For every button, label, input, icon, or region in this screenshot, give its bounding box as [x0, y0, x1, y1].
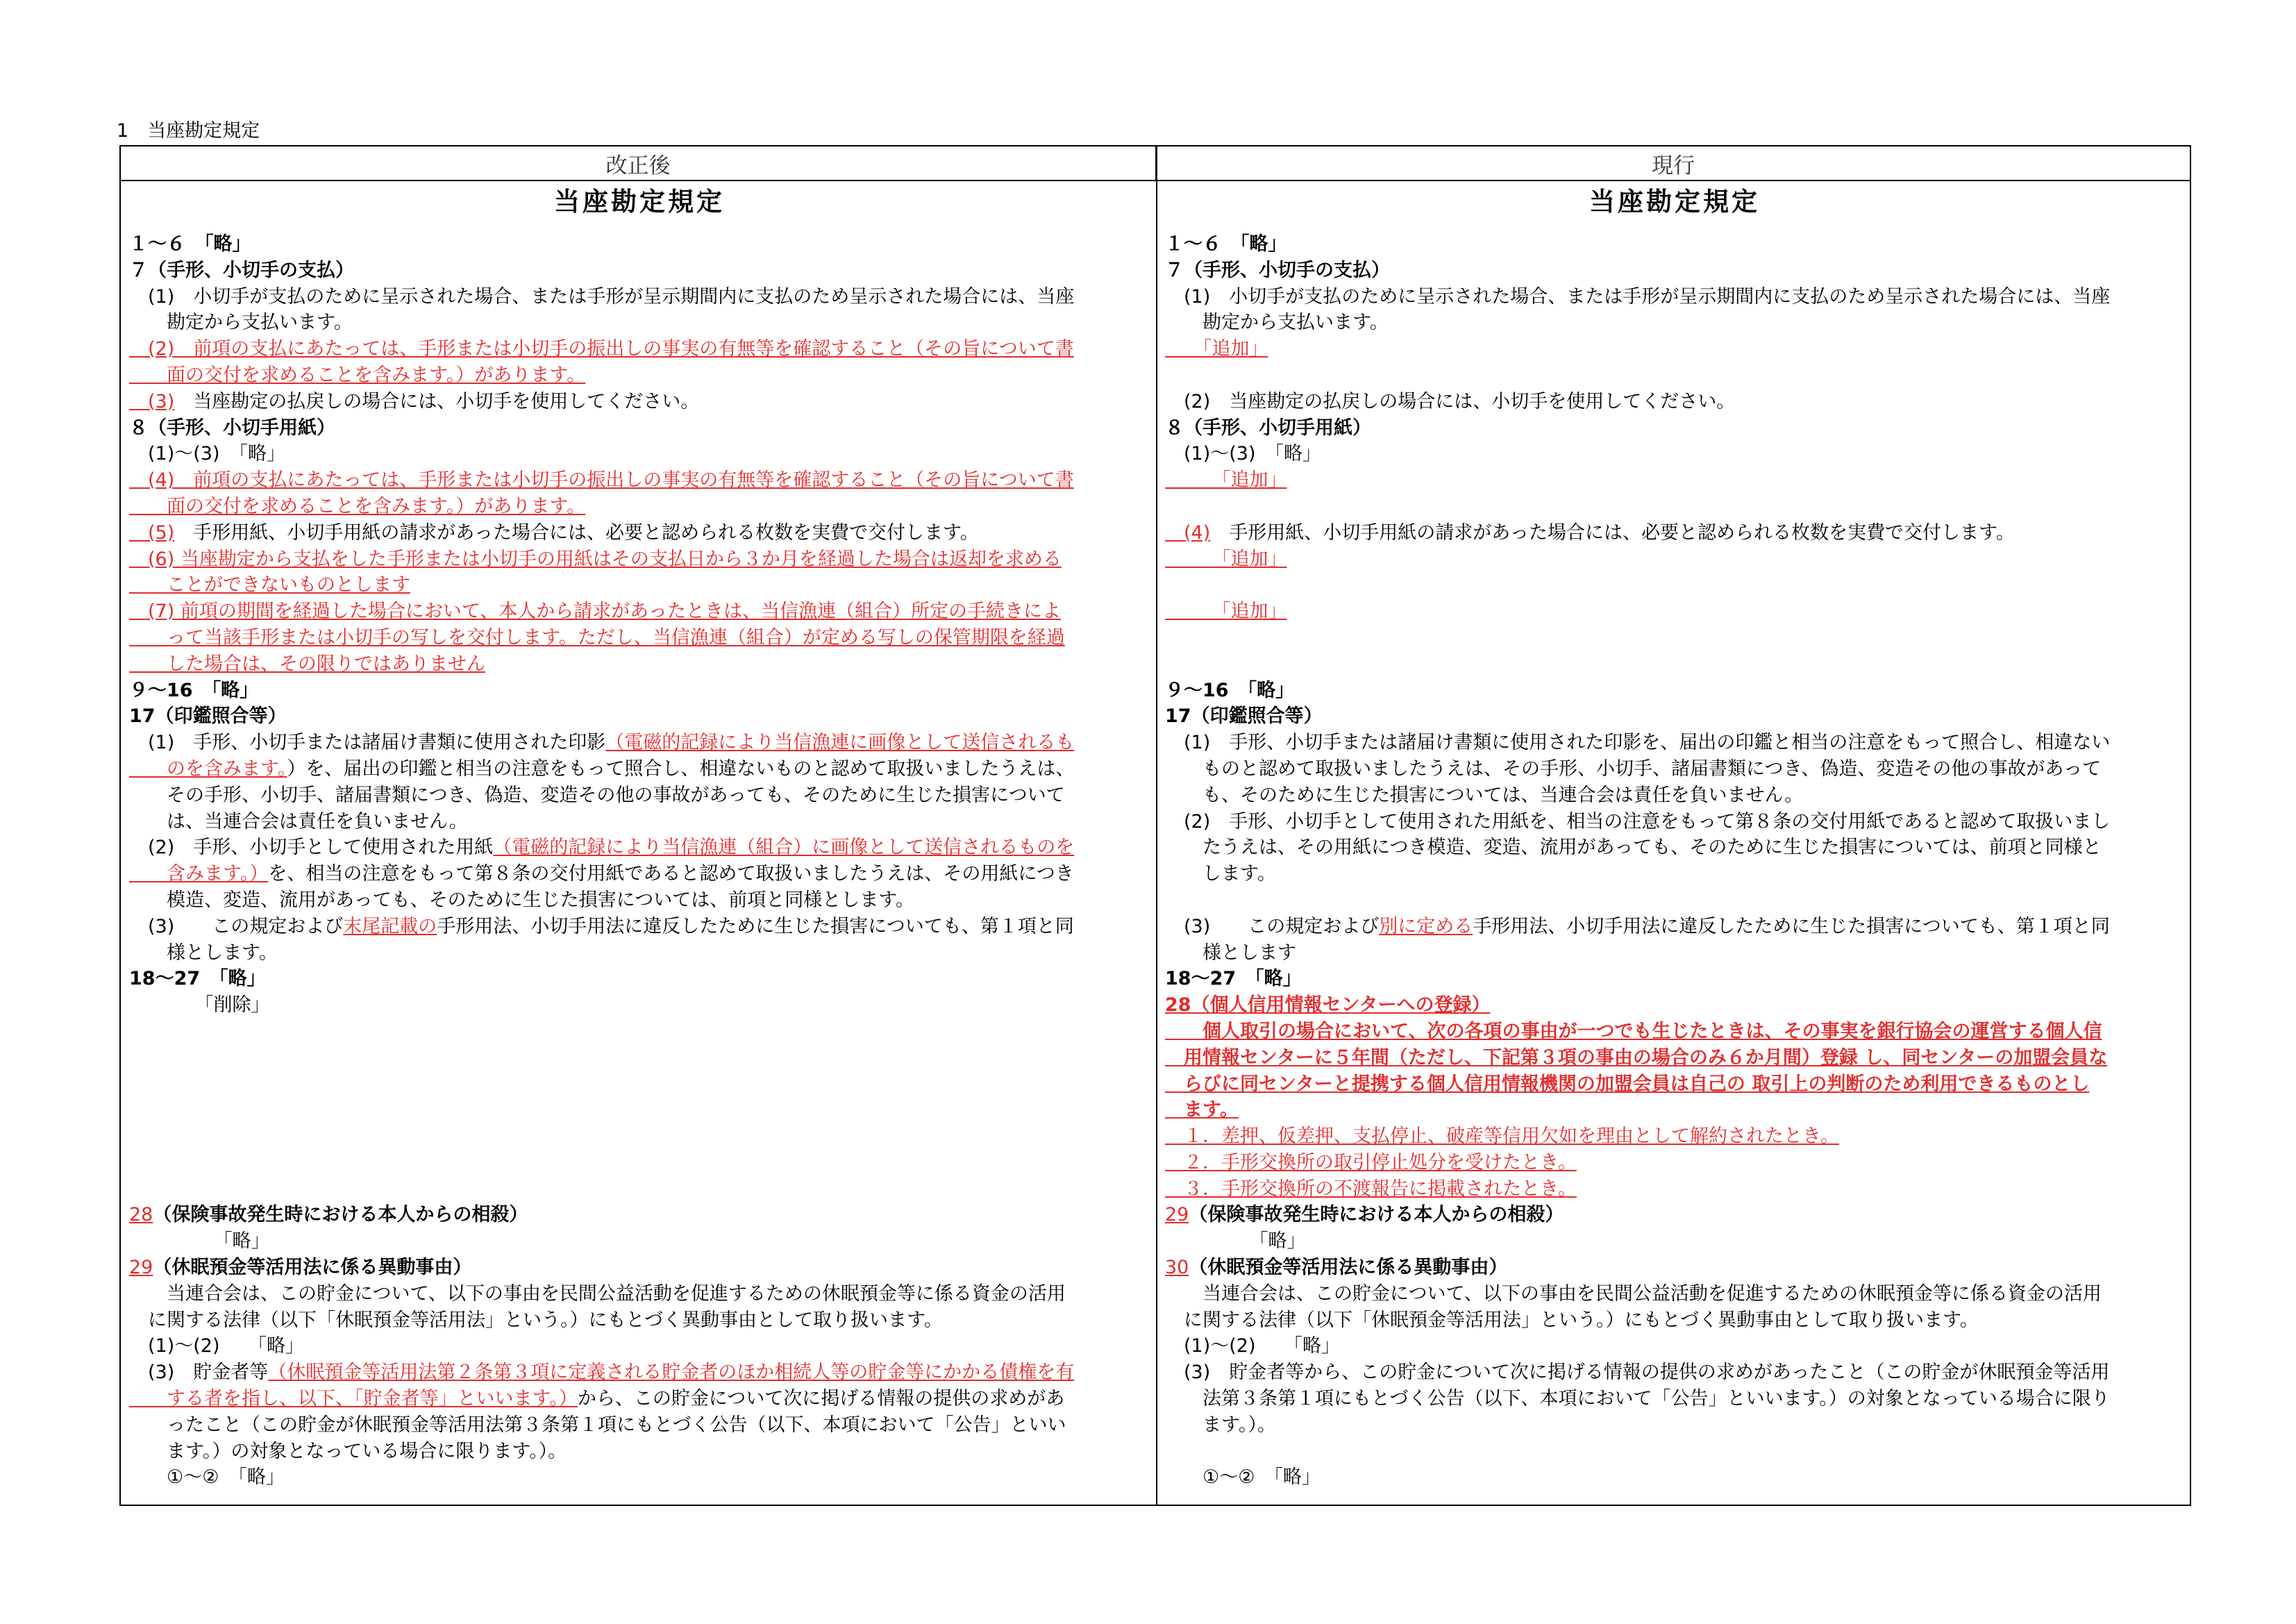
- amended-text: 30: [1165, 1257, 1189, 1279]
- line-text: 模造、変造、流用があっても、そのために生じた損害については、前項と同様とします。: [129, 889, 915, 911]
- line-text: に関する法律（以下「休眠預金等活用法」という。）にもとづく異動事由として取り扱います。: [1165, 1309, 1979, 1331]
- line-text: 様とします: [1165, 941, 1296, 964]
- revised-doc-title: 当座勘定規定: [554, 187, 725, 217]
- current-lines: [1165, 231, 2184, 1491]
- line-text: 18～27 「略」: [1165, 968, 1302, 990]
- column-divider: [1156, 147, 1157, 1505]
- text-line: [129, 756, 1150, 782]
- amended-text: (5): [129, 521, 175, 544]
- text-line: [129, 1255, 1150, 1281]
- text-line: [1165, 284, 2184, 310]
- text-line: [129, 966, 1150, 992]
- line-text: ったこと（この貯金が休眠預金等活用法第３条第１項にもとづく公告（以下、本項において「公告」といい: [129, 1414, 1066, 1436]
- line-text: 「略」: [1165, 1230, 1306, 1253]
- text-line: [1165, 835, 2184, 861]
- text-line: [1165, 336, 2184, 362]
- amended-text: ２．手形交換所の取引停止処分を受けたとき。: [1165, 1151, 1577, 1173]
- line-text: を、相当の注意をもって第８条の交付用紙であると認めて取扱いましたうえは、その用紙につき: [268, 863, 1074, 885]
- comparison-table: [119, 145, 2191, 1506]
- amended-text: 末尾記載の: [343, 915, 437, 937]
- amended-text: １．差押、仮差押、支払停止、破産等信用欠如を理由として解約されたとき。: [1165, 1125, 1839, 1148]
- line-text: ９～16 「略」: [1165, 679, 1295, 701]
- text-line: [129, 1150, 1150, 1176]
- amended-text: (6) 当座勘定から支払をした手形または小切手の用紙はその支払日から３か月を経過した場合は返却を求める: [129, 548, 1062, 570]
- text-line: [129, 336, 1150, 362]
- text-line: [129, 1019, 1150, 1045]
- text-line: [1165, 258, 2184, 284]
- amended-text: らびに同センターと提携する個人信用情報機関の加盟会員は自己の 取引上の判断のため利用できるものとし: [1165, 1073, 2090, 1095]
- text-line: [1165, 1255, 2184, 1281]
- line-text: （休眠預金等活用法に係る異動事由）: [153, 1257, 472, 1279]
- line-text: ①～② 「略」: [1165, 1466, 1321, 1489]
- line-text: 「削除」: [129, 994, 270, 1016]
- text-line: [1165, 756, 2184, 782]
- line-text: (1)～(2) 「略」: [129, 1335, 304, 1357]
- text-line: [129, 1439, 1150, 1465]
- line-text: (1)～(3) 「略」: [129, 443, 285, 465]
- line-text: 勘定から支払います。: [129, 312, 353, 334]
- text-line: [129, 678, 1150, 704]
- line-text: 手形用法、小切手用法に違反したために生じた損害についても、第１項と同: [1473, 915, 2110, 937]
- text-line: [1165, 992, 2184, 1019]
- line-text: ①～② 「略」: [129, 1466, 285, 1489]
- text-line: [1165, 1307, 2184, 1334]
- text-line: [129, 703, 1150, 730]
- line-text: 18～27 「略」: [129, 968, 266, 990]
- amended-text: 面の交付を求めることを含みます。）があります。: [129, 495, 586, 517]
- amended-text: (7) 前項の期間を経過した場合において、本人から請求があったときは、当信漁連（組合）所定の手続きによ: [129, 601, 1062, 623]
- amended-text: 28: [129, 1204, 153, 1226]
- text-line: [129, 887, 1150, 914]
- line-text: (2) 当座勘定の払戻しの場合には、小切手を使用してください。: [1165, 390, 1736, 412]
- text-line: [1165, 415, 2184, 442]
- text-line: [1165, 1412, 2184, 1439]
- amended-text: ことができないものとします: [129, 574, 410, 596]
- line-text: （保険事故発生時における本人からの相殺）: [153, 1204, 528, 1226]
- amended-text: 「追加」: [1165, 469, 1287, 492]
- current-column: [1165, 183, 2184, 1491]
- line-text: します。: [1165, 863, 1276, 885]
- text-line: [129, 861, 1150, 887]
- text-line: [1165, 782, 2184, 809]
- amended-text: （電磁的記録により当信漁連に画像として送信されるも: [605, 732, 1075, 754]
- text-line: [129, 730, 1150, 756]
- line-text: (3) 貯金者等: [129, 1362, 269, 1384]
- text-line: [1165, 914, 2184, 940]
- text-line: [1165, 1228, 2184, 1255]
- amended-text: って当該手形または小切手の写しを交付します。ただし、当信漁連（組合）が定める写しの保管期限を経過: [129, 626, 1065, 648]
- line-text: ます。）。: [1165, 1414, 1276, 1436]
- text-line: [129, 1228, 1150, 1255]
- text-line: [1165, 625, 2184, 651]
- text-line: [1165, 887, 2184, 914]
- line-text: 法第３条第１項にもとづく公告（以下、本項において「公告」といいます。）の対象となっている場合に限り: [1165, 1388, 2110, 1410]
- line-text: １～６ 「略」: [129, 233, 251, 255]
- text-line: [129, 284, 1150, 310]
- text-line: [129, 1359, 1150, 1386]
- amended-text: 面の交付を求めることを含みます。）があります。: [129, 364, 586, 386]
- column-header-current: 現行: [1157, 147, 2190, 181]
- line-text: (2) 手形、小切手として使用された用紙を、相当の注意をもって第８条の交付用紙であると認めて取扱いまし: [1165, 810, 2111, 832]
- text-line: [129, 441, 1150, 467]
- amended-text: (4) 前項の支払にあたっては、手形または小切手の振出しの事実の有無等を確認すること（その旨について書: [129, 469, 1074, 492]
- text-line: [1165, 362, 2184, 389]
- text-line: [1165, 1359, 2184, 1386]
- amended-text: 29: [1165, 1204, 1189, 1226]
- text-line: [1165, 546, 2184, 573]
- text-line: [1165, 310, 2184, 336]
- text-line: [129, 914, 1150, 940]
- text-line: [129, 1307, 1150, 1334]
- text-line: [1165, 730, 2184, 756]
- line-text: ものと認めて取扱いましたうえは、その手形、小切手、諸届書類につき、偽造、変造その他の事故があって: [1165, 757, 2102, 780]
- text-line: [129, 467, 1150, 494]
- line-text: も、そのために生じた損害については、当連合会は責任を負いません。: [1165, 784, 1804, 806]
- text-line: [1165, 703, 2184, 730]
- text-line: [129, 1176, 1150, 1203]
- text-line: [1165, 1123, 2184, 1150]
- text-line: [129, 598, 1150, 625]
- amended-text: 29: [129, 1257, 153, 1279]
- line-text: 「略」: [129, 1230, 270, 1253]
- text-line: [129, 1412, 1150, 1439]
- text-line: [129, 992, 1150, 1019]
- amended-text: 用情報センターに５年間（ただし、下記第３項の事由の場合のみ６か月間）登録 し、同センターの加盟会員な: [1165, 1046, 2108, 1069]
- text-line: [1165, 1019, 2184, 1045]
- text-line: [1165, 678, 2184, 704]
- line-text: (1) 小切手が支払のために呈示された場合、または手形が呈示期間内に支払のため呈示された場合には、当座: [129, 285, 1075, 308]
- text-line: [1165, 1464, 2184, 1491]
- line-text: 様とします。: [129, 941, 278, 964]
- text-line: [129, 572, 1150, 598]
- line-text: 当連合会は、この貯金について、以下の事由を民間公益活動を促進するための休眠預金等に係る資金の活用: [129, 1282, 1066, 1305]
- current-doc-title: 当座勘定規定: [1589, 187, 1760, 217]
- text-line: [1165, 809, 2184, 835]
- text-line: [1165, 598, 2184, 625]
- text-line: [129, 231, 1150, 258]
- line-text: (3) この規定および: [1165, 915, 1380, 937]
- text-line: [129, 1333, 1150, 1359]
- line-text: ８（手形、小切手用紙）: [1165, 417, 1371, 439]
- line-text: １～６ 「略」: [1165, 233, 1287, 255]
- line-text: から、この貯金について次に掲げる情報の提供の求めがあ: [577, 1388, 1065, 1410]
- text-line: [129, 520, 1150, 546]
- line-text: (1)～(2) 「略」: [1165, 1335, 1340, 1357]
- text-line: [1165, 651, 2184, 678]
- amended-text: 「追加」: [1165, 548, 1287, 570]
- text-line: [129, 1386, 1150, 1412]
- text-line: [1165, 940, 2184, 966]
- text-line: [1165, 231, 2184, 258]
- amended-text: (2) 前項の支払にあたっては、手形または小切手の振出しの事実の有無等を確認すること（その旨について書: [129, 338, 1074, 360]
- text-line: [1165, 1150, 2184, 1176]
- text-line: [129, 362, 1150, 389]
- amended-text: した場合は、その限りではありません: [129, 653, 485, 675]
- section-caption: 1 当座勘定規定: [117, 120, 260, 142]
- line-text: （保険事故発生時における本人からの相殺）: [1189, 1204, 1564, 1226]
- text-line: [129, 809, 1150, 835]
- line-text: 勘定から支払います。: [1165, 312, 1389, 334]
- text-line: [129, 625, 1150, 651]
- line-text: ）を、届出の印鑑と相当の注意をもって照合し、相違ないものと認めて取扱いましたうえは、: [287, 757, 1075, 780]
- text-line: [1165, 1202, 2184, 1228]
- text-line: [129, 1464, 1150, 1491]
- amended-text: 「追加」: [1165, 338, 1268, 360]
- line-text: 当連合会は、この貯金について、以下の事由を民間公益活動を促進するための休眠預金等に係る資金の活用: [1165, 1282, 2102, 1305]
- text-line: [1165, 1386, 2184, 1412]
- line-text: ８（手形、小切手用紙）: [129, 417, 335, 439]
- line-text: ７（手形、小切手の支払）: [129, 259, 354, 281]
- text-line: [1165, 572, 2184, 598]
- amended-text: ３．手形交換所の不渡報告に掲載されたとき。: [1165, 1178, 1577, 1200]
- amended-text: （電磁的記録により当信漁連（組合）に画像として送信されるものを: [493, 837, 1075, 859]
- text-line: [129, 1123, 1150, 1150]
- line-text: (1)～(3) 「略」: [1165, 443, 1321, 465]
- text-line: [1165, 1071, 2184, 1098]
- line-text: 手形用紙、小切手用紙の請求があった場合には、必要と認められる枚数を実費で交付します。: [1210, 521, 2015, 544]
- text-line: [129, 1097, 1150, 1123]
- line-text: 手形用法、小切手用法に違反したために生じた損害についても、第１項と同: [437, 915, 1074, 937]
- text-line: [129, 258, 1150, 284]
- text-line: [1165, 467, 2184, 494]
- text-line: [1165, 1097, 2184, 1123]
- amended-text: 「追加」: [1165, 601, 1287, 623]
- amended-text: 28（個人信用情報センターへの登録）: [1165, 994, 1491, 1016]
- line-text: ます。）の対象となっている場合に限ります。）。: [129, 1440, 567, 1462]
- text-line: [1165, 494, 2184, 520]
- text-line: [129, 310, 1150, 336]
- text-line: [129, 1045, 1150, 1071]
- line-text: たうえは、その用紙につき模造、変造、流用があっても、そのために生じた損害については、前項と同様と: [1165, 837, 2102, 859]
- line-text: (1) 手形、小切手または諸届け書類に使用された印影を、届出の印鑑と相当の注意をもって照合し、相違ない: [1165, 732, 2111, 754]
- text-line: [1165, 520, 2184, 546]
- line-text: ７（手形、小切手の支払）: [1165, 259, 1390, 281]
- text-line: [1165, 861, 2184, 887]
- text-line: [1165, 1333, 2184, 1359]
- line-text: 17（印鑑照合等）: [129, 705, 287, 728]
- amended-text: 含みます。）: [129, 863, 269, 885]
- text-line: [129, 1071, 1150, 1098]
- text-line: [129, 415, 1150, 442]
- amended-text: （休眠預金等活用法第２条第３項に定義される貯金者のほか相続人等の貯金等にかかる債権を有: [268, 1362, 1075, 1384]
- column-header-revised: 改正後: [121, 147, 1157, 181]
- text-line: [129, 940, 1150, 966]
- text-line: [1165, 1176, 2184, 1203]
- amended-text: ます。: [1165, 1099, 1239, 1121]
- revised-column: [129, 183, 1150, 1491]
- text-line: [129, 835, 1150, 861]
- line-text: ９～16 「略」: [129, 679, 259, 701]
- text-line: [129, 546, 1150, 573]
- amended-text: する者を指し、以下、「貯金者等」といいます。）: [129, 1388, 578, 1410]
- line-text: 17（印鑑照合等）: [1165, 705, 1323, 728]
- line-text: (1) 手形、小切手または諸届け書類に使用された印影: [129, 732, 606, 754]
- text-line: [1165, 1281, 2184, 1307]
- line-text: は、当連合会は責任を負いません。: [129, 810, 468, 832]
- line-text: (2) 手形、小切手として使用された用紙: [129, 837, 494, 859]
- line-text: に関する法律（以下「休眠預金等活用法」という。）にもとづく異動事由として取り扱います。: [129, 1309, 943, 1331]
- line-text: 手形用紙、小切手用紙の請求があった場合には、必要と認められる枚数を実費で交付します。: [174, 521, 979, 544]
- text-line: [129, 782, 1150, 809]
- text-line: [129, 389, 1150, 415]
- line-text: (3) この規定および: [129, 915, 344, 937]
- line-text: その手形、小切手、諸届書類につき、偽造、変造その他の事故があっても、そのために生じた損害について: [129, 784, 1065, 806]
- text-line: [129, 494, 1150, 520]
- text-line: [1165, 389, 2184, 415]
- amended-text: 個人取引の場合において、次の各項の事由が一つでも生じたときは、その事実を銀行協会の運営する個人信: [1165, 1020, 2102, 1042]
- text-line: [1165, 1439, 2184, 1465]
- text-line: [129, 1202, 1150, 1228]
- text-line: [1165, 966, 2184, 992]
- amended-text: (3): [129, 390, 175, 412]
- amended-text: (4): [1165, 521, 1211, 544]
- line-text: （休眠預金等活用法に係る異動事由）: [1189, 1257, 1508, 1279]
- line-text: 当座勘定の払戻しの場合には、小切手を使用してください。: [174, 390, 700, 412]
- amended-text: 別に定める: [1379, 915, 1473, 937]
- text-line: [129, 651, 1150, 678]
- text-line: [1165, 1045, 2184, 1071]
- line-text: (3) 貯金者等から、この貯金について次に掲げる情報の提供の求めがあったこと（この貯金が休眠預金等活用: [1165, 1362, 2110, 1384]
- line-text: (1) 小切手が支払のために呈示された場合、または手形が呈示期間内に支払のため呈示された場合には、当座: [1165, 285, 2111, 308]
- amended-text: のを含みます。: [129, 757, 287, 780]
- text-line: [129, 1281, 1150, 1307]
- text-line: [1165, 441, 2184, 467]
- revised-lines: [129, 231, 1150, 1491]
